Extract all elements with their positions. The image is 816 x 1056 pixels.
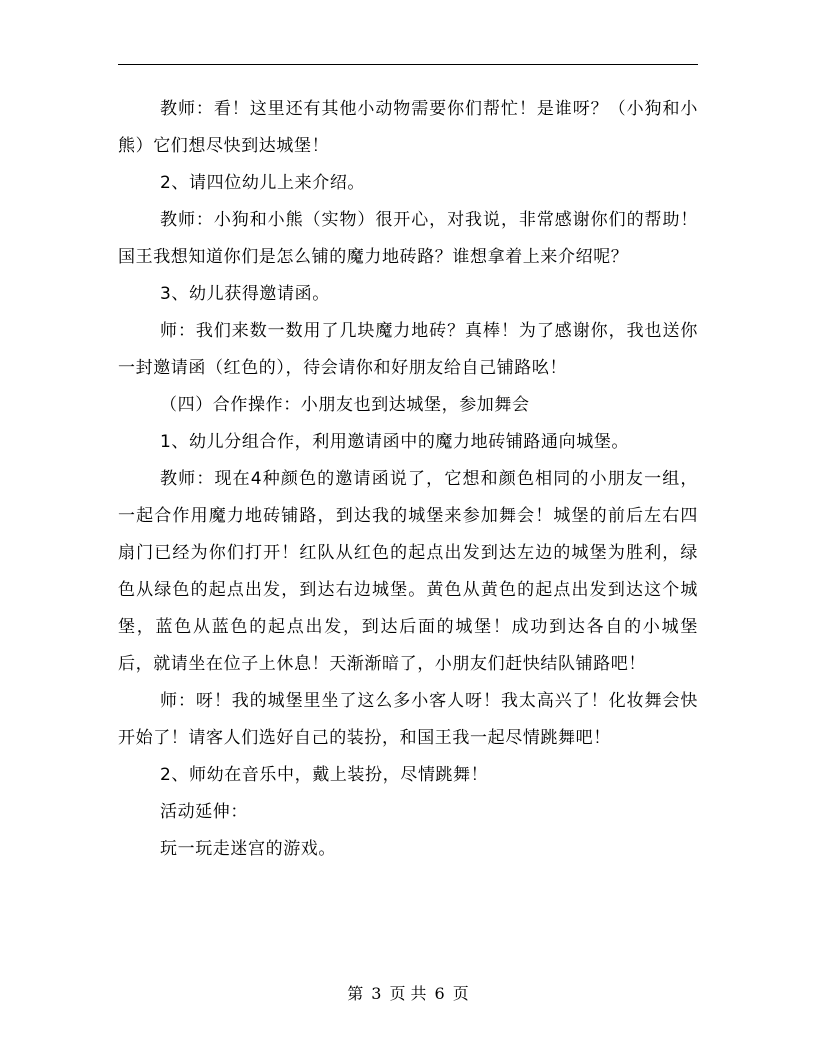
page-label-prefix: 第 — [347, 984, 364, 1003]
header-rule — [118, 64, 698, 65]
paragraph: 1、幼儿分组合作，利用邀请函中的魔力地砖铺路通向城堡。 — [160, 432, 630, 452]
paragraph: 2、师幼在音乐中，戴上装扮，尽情跳舞！ — [160, 765, 489, 785]
paragraph: 教师：现在4种颜色的邀请函说了，它想和颜色相同的小朋友一组，一起合作用魔力地砖铺路，到达我的城堡来参加舞会！城堡的前后左右四扇门已经为你们打开！红队从红色的起点出发到达左边的城堡为胜利，绿色从绿色的起点出发，到达右边城堡。黄色从黄色的起点出发到达这个城堡，蓝色从蓝色的起点出发，到达后面的城堡！成功到达各自的小城堡后，就请坐在位子上休息！天渐渐暗了，小朋友们赶快结队铺路吧！ — [118, 469, 698, 674]
paragraph: 教师：小狗和小熊（实物）很开心，对我说，非常感谢你们的帮助！国王我想知道你们是怎么铺的魔力地砖路？谁想拿着上来介绍呢？ — [118, 210, 698, 267]
document-body — [118, 91, 698, 868]
paragraph: 教师：看！这里还有其他小动物需要你们帮忙！是谁呀？（小狗和小熊）它们想尽快到达城堡！ — [118, 99, 698, 156]
page-label-suffix: 页 — [452, 984, 469, 1003]
paragraph: 活动延伸： — [160, 802, 248, 822]
paragraph: 师：我们来数一数用了几块魔力地砖？真棒！为了感谢你，我也送你一封邀请函（红色的），待会请你和好朋友给自己铺路吆！ — [118, 321, 698, 378]
page-label-mid: 页 共 — [389, 984, 427, 1003]
total-pages-number: 6 — [434, 984, 445, 1003]
paragraph: 3、幼儿获得邀请函。 — [160, 284, 330, 304]
paragraph: 2、请四位幼儿上来介绍。 — [160, 173, 366, 193]
current-page-number: 3 — [371, 984, 382, 1003]
paragraph: 师：呀！我的城堡里坐了这么多小客人呀！我太高兴了！化妆舞会快开始了！请客人们选好自己的装扮，和国王我一起尽情跳舞吧！ — [118, 691, 698, 748]
paragraph: 玩一玩走迷宫的游戏。 — [160, 839, 336, 859]
page-footer — [0, 983, 816, 1005]
section-heading: （四）合作操作：小朋友也到达城堡，参加舞会 — [160, 395, 530, 415]
